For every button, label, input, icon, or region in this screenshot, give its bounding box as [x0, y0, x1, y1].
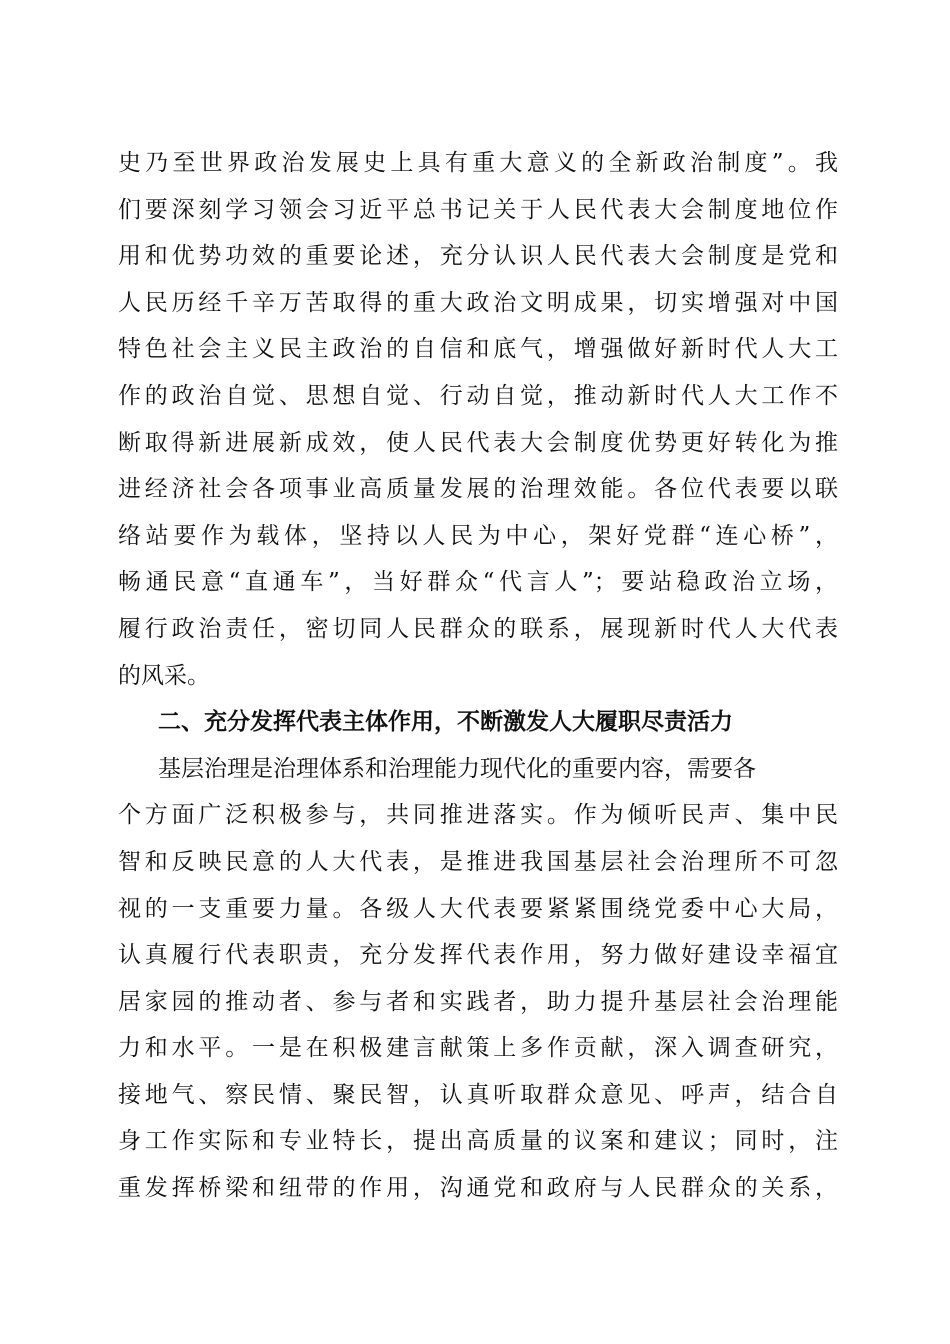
text-line: 视的一支重要力量。各级人大代表要紧紧围绕党委中心大局， [118, 895, 838, 922]
text-line: 履行政治责任，密切同人民群众的联系，展现新时代人大代表 [118, 615, 838, 642]
text-line: 断取得新进展新成效，使人民代表大会制度优势更好转化为推 [118, 429, 838, 456]
text-line: 接地气、察民情、聚民智，认真听取群众意见、呼声，结合自 [118, 1081, 838, 1108]
text-line: 络站要作为载体，坚持以人民为中心，架好党群“连心桥”， [118, 522, 838, 549]
paragraph-1 [118, 140, 838, 699]
text-line: 作的政治自觉、思想自觉、行动自觉，推动新时代人大工作不 [118, 382, 838, 409]
text-line: 智和反映民意的人大代表，是推进我国基层社会治理所不可忽 [118, 848, 838, 875]
text-line: 力和水平。一是在积极建言献策上多作贡献，深入调查研究， [118, 1035, 838, 1062]
text-line: 重发挥桥梁和纽带的作用，沟通党和政府与人民群众的关系， [118, 1175, 838, 1202]
text-line: 身工作实际和专业特长，提出高质量的议案和建议；同时，注 [118, 1128, 838, 1155]
text-line: 史乃至世界政治发展史上具有重大意义的全新政治制度”。我 [118, 150, 838, 176]
text-line: 的风采。 [118, 662, 210, 689]
text-line: 基层治理是治理体系和治理能力现代化的重要内容，需要各 [158, 755, 756, 782]
document-body [118, 140, 838, 1212]
text-line: 人民历经千辛万苦取得的重大政治文明成果，切实增强对中国 [118, 289, 838, 316]
text-line: 用和优势功效的重要论述，充分认识人民代表大会制度是党和 [118, 243, 838, 270]
text-line: 认真履行代表职责，充分发挥代表作用，努力做好建设幸福宜 [118, 942, 838, 969]
text-line: 畅通民意“直通车”，当好群众“代言人”；要站稳政治立场， [118, 569, 838, 596]
text-line: 特色社会主义民主政治的自信和底气，增强做好新时代人大工 [118, 336, 838, 363]
text-line: 们要深刻学习领会习近平总书记关于人民代表大会制度地位作 [118, 196, 838, 223]
text-line: 进经济社会各项事业高质量发展的治理效能。各位代表要以联 [118, 476, 838, 503]
paragraph-2 [118, 746, 838, 1212]
section-heading: 二、充分发挥代表主体作用，不断激发人大履职尽责活力 [158, 709, 733, 736]
text-line: 个方面广泛积极参与，共同推进落实。作为倾听民声、集中民 [118, 802, 838, 829]
text-line: 居家园的推动者、参与者和实践者，助力提升基层社会治理能 [118, 988, 838, 1015]
